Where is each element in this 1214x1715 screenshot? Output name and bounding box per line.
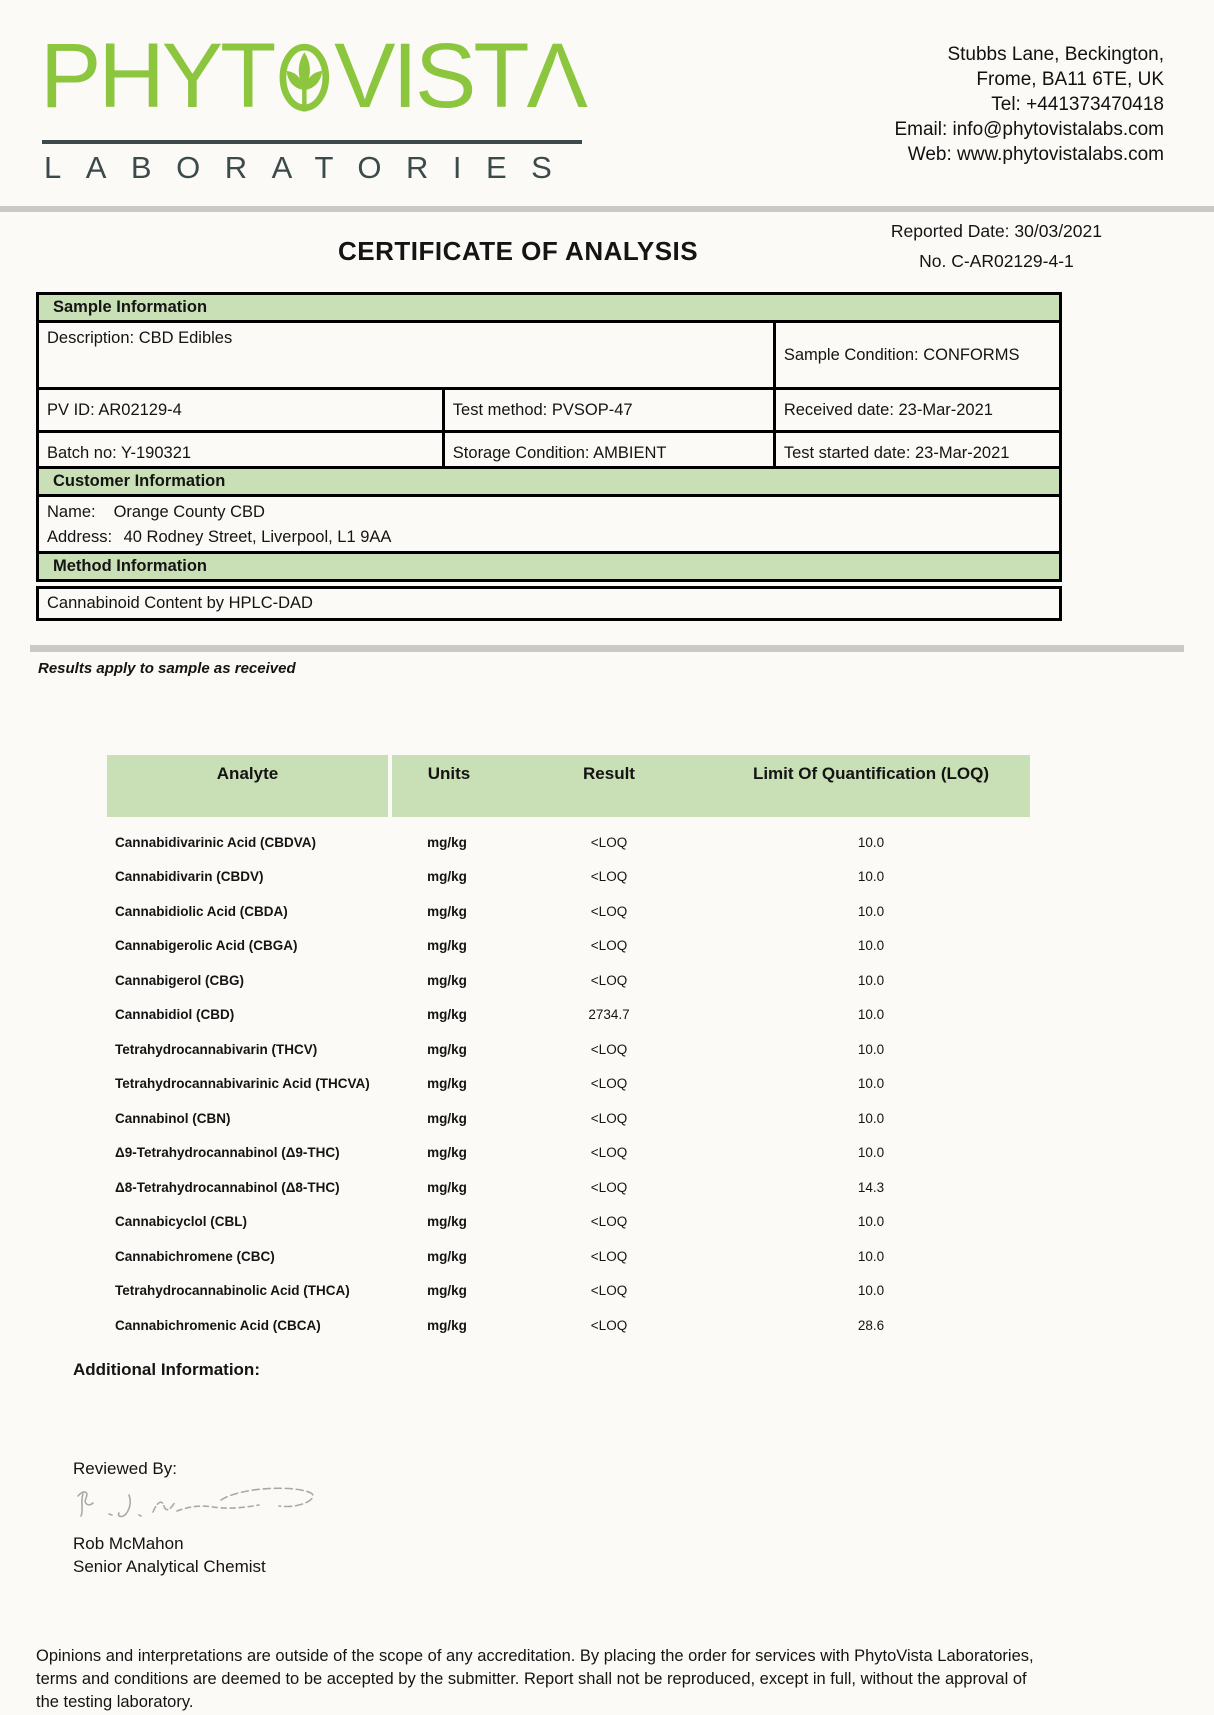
table-row <box>107 1067 1030 1102</box>
loq-cell: 10.0 <box>857 1076 885 1092</box>
analyte-cell: Cannabidivarin (CBDV) <box>115 869 264 885</box>
header-divider-bar <box>0 206 1214 212</box>
result-cell: <LOQ <box>590 903 628 919</box>
units-cell: mg/kg <box>427 938 467 954</box>
units-cell: mg/kg <box>427 1248 467 1264</box>
analyte-cell: Cannabichromenic Acid (CBCA) <box>115 1317 321 1333</box>
logo-text-left: PHYT <box>40 25 274 127</box>
analyte-cell: Tetrahydrocannabivarinic Acid (THCVA) <box>115 1076 370 1092</box>
test-method-cell: Test method: PVSOP-47 <box>442 390 773 430</box>
loq-cell: 10.0 <box>857 869 885 885</box>
loq-cell: 10.0 <box>857 1007 885 1023</box>
result-cell: <LOQ <box>590 1145 628 1161</box>
result-cell: <LOQ <box>590 834 628 850</box>
contact-email: Email: info@phytovistalabs.com <box>894 119 1164 140</box>
customer-information-header: Customer Information <box>39 469 1059 497</box>
customer-name-row <box>47 503 1051 522</box>
loq-cell: 10.0 <box>857 1041 885 1057</box>
analyte-cell: Δ8-Tetrahydrocannabinol (Δ8-THC) <box>115 1179 340 1195</box>
table-row <box>107 1032 1030 1067</box>
results-table-header <box>107 755 1030 817</box>
table-row <box>107 1170 1030 1205</box>
table-row <box>107 1101 1030 1136</box>
table-row <box>107 1136 1030 1171</box>
analyte-cell: Tetrahydrocannabinolic Acid (THCA) <box>115 1283 350 1299</box>
loq-cell: 10.0 <box>857 972 885 988</box>
units-cell: mg/kg <box>427 1145 467 1161</box>
analyte-cell: Cannabinol (CBN) <box>115 1110 231 1126</box>
batch-no-cell: Batch no: Y-190321 <box>47 443 192 462</box>
loq-column-header: Limit Of Quantification (LOQ) <box>712 755 1030 817</box>
reported-date: Reported Date: 30/03/2021 <box>890 221 1102 241</box>
table-row <box>107 860 1030 895</box>
logo-text-right: VISTΛ <box>334 25 585 127</box>
reviewed-by-label: Reviewed By: <box>73 1459 177 1478</box>
units-cell: mg/kg <box>427 869 467 885</box>
sample-information-header: Sample Information <box>39 295 1059 323</box>
logo-divider <box>42 140 582 144</box>
table-row <box>107 1205 1030 1240</box>
loq-cell: 28.6 <box>857 1317 885 1333</box>
customer-address-label: Address: <box>47 528 113 546</box>
customer-information-body <box>39 497 1059 555</box>
units-cell: mg/kg <box>427 972 467 988</box>
loq-cell: 14.3 <box>857 1179 885 1195</box>
table-row <box>107 929 1030 964</box>
footer-line-3: the testing laboratory. <box>36 1693 194 1711</box>
units-column-header: Units <box>392 755 506 817</box>
contact-phone: Tel: +441373470418 <box>991 94 1164 115</box>
table-row <box>107 894 1030 929</box>
units-cell: mg/kg <box>427 1214 467 1230</box>
reviewer-name: Rob McMahon <box>73 1534 184 1553</box>
results-note: Results apply to sample as received <box>38 660 296 677</box>
table-row <box>107 998 1030 1033</box>
analyte-cell: Cannabidiolic Acid (CBDA) <box>115 903 288 919</box>
customer-information-section <box>36 466 1062 558</box>
signature-image <box>73 1482 323 1528</box>
additional-information-label: Additional Information: <box>73 1360 260 1379</box>
review-block <box>73 1457 323 1578</box>
units-cell: mg/kg <box>427 1007 467 1023</box>
result-cell: <LOQ <box>590 938 628 954</box>
units-cell: mg/kg <box>427 1317 467 1333</box>
sample-row-ids <box>39 387 1059 430</box>
analyte-cell: Δ9-Tetrahydrocannabinol (Δ9-THC) <box>115 1145 340 1161</box>
result-cell: <LOQ <box>590 1110 628 1126</box>
units-cell: mg/kg <box>427 1076 467 1092</box>
result-cell: <LOQ <box>590 869 628 885</box>
analyte-cell: Cannabichromene (CBC) <box>115 1248 275 1264</box>
table-row <box>107 1274 1030 1309</box>
method-information-section <box>36 551 1062 621</box>
footer-line-1: Opinions and interpretations are outside of the scope of any accreditation. By placing the order for services with PhytoVista Laboratories, <box>36 1647 1034 1665</box>
loq-cell: 10.0 <box>857 1214 885 1230</box>
method-information-header: Method Information <box>36 551 1062 582</box>
loq-cell: 10.0 <box>857 938 885 954</box>
footer-disclaimer <box>36 1645 1196 1714</box>
result-cell: <LOQ <box>590 1317 628 1333</box>
analyte-cell: Cannabigerol (CBG) <box>115 972 245 988</box>
result-cell: <LOQ <box>590 1041 628 1057</box>
analyte-cell: Tetrahydrocannabivarin (THCV) <box>115 1041 318 1057</box>
table-row <box>107 1239 1030 1274</box>
units-cell: mg/kg <box>427 1179 467 1195</box>
analyte-cell: Cannabidivarinic Acid (CBDVA) <box>115 834 317 850</box>
pv-id-cell: PV ID: AR02129-4 <box>47 400 182 419</box>
loq-cell: 10.0 <box>857 1110 885 1126</box>
contact-web: Web: www.phytovistalabs.com <box>907 144 1164 165</box>
table-row <box>107 825 1030 860</box>
analyte-cell: Cannabigerolic Acid (CBGA) <box>115 938 298 954</box>
result-cell: <LOQ <box>590 1283 628 1299</box>
sample-condition-cell: Sample Condition: CONFORMS <box>773 323 1059 387</box>
phytovista-logo <box>40 20 585 186</box>
section-divider-bar <box>30 645 1184 652</box>
loq-cell: 10.0 <box>857 1248 885 1264</box>
results-table <box>107 755 1030 1343</box>
units-cell: mg/kg <box>427 1110 467 1126</box>
analyte-column-header: Analyte <box>107 755 388 817</box>
result-cell: 2734.7 <box>588 1007 630 1023</box>
analyte-cell: Cannabidiol (CBD) <box>115 1007 235 1023</box>
phytovista-leaf-icon <box>277 31 332 127</box>
sample-information-section <box>36 292 1062 476</box>
units-cell: mg/kg <box>427 1041 467 1057</box>
units-cell: mg/kg <box>427 1283 467 1299</box>
page-title: CERTIFICATE OF ANALYSIS <box>338 236 699 266</box>
units-cell: mg/kg <box>427 834 467 850</box>
customer-address-value: 40 Rodney Street, Liverpool, L1 9AA <box>123 528 392 546</box>
customer-name-label: Name: <box>47 503 96 521</box>
method-cell: Cannabinoid Content by HPLC-DAD <box>36 586 1062 621</box>
loq-cell: 10.0 <box>857 1283 885 1299</box>
results-table-body <box>107 825 1030 1343</box>
loq-cell: 10.0 <box>857 1145 885 1161</box>
result-cell: <LOQ <box>590 1179 628 1195</box>
result-cell: <LOQ <box>590 1248 628 1264</box>
sample-row-description <box>39 323 1059 387</box>
loq-cell: 10.0 <box>857 903 885 919</box>
customer-name-value: Orange County CBD <box>113 503 265 521</box>
reviewer-title: Senior Analytical Chemist <box>73 1557 266 1576</box>
units-cell: mg/kg <box>427 903 467 919</box>
result-cell: <LOQ <box>590 1214 628 1230</box>
contact-address-line1: Stubbs Lane, Beckington, <box>947 44 1164 65</box>
contact-address-line2: Frome, BA11 6TE, UK <box>976 69 1164 90</box>
analyte-cell: Cannabicyclol (CBL) <box>115 1214 248 1230</box>
storage-condition-cell: Storage Condition: AMBIENT <box>442 433 773 473</box>
test-started-date-cell: Test started date: 23-Mar-2021 <box>773 433 1059 473</box>
loq-cell: 10.0 <box>857 834 885 850</box>
result-column-header: Result <box>506 755 712 817</box>
report-number: No. C-AR02129-4-1 <box>919 251 1074 271</box>
result-cell: <LOQ <box>590 1076 628 1092</box>
logo-wordmark <box>40 20 585 132</box>
report-meta <box>891 216 1102 276</box>
table-row <box>107 1308 1030 1343</box>
result-cell: <LOQ <box>590 972 628 988</box>
footer-line-2: terms and conditions are deemed to be accepted by the submitter. Report shall not be reproduced, except in full, without the approval of <box>36 1670 1027 1688</box>
logo-subtitle: LABORATORIES <box>44 150 577 185</box>
lab-contact-block <box>894 42 1164 167</box>
table-row <box>107 963 1030 998</box>
received-date-cell: Received date: 23-Mar-2021 <box>773 390 1059 430</box>
description-cell: Description: CBD Edibles <box>47 329 233 347</box>
customer-address-row <box>47 528 1051 547</box>
